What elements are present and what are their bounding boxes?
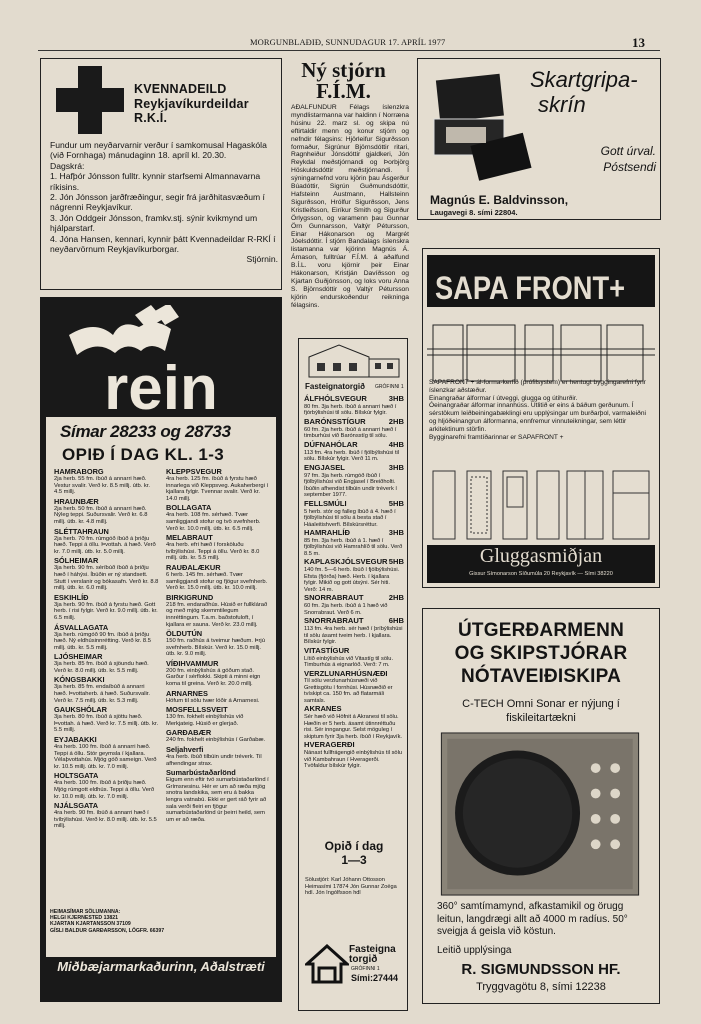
open-line: Opið í dag [324,839,384,853]
listing-name: MOSFELLSSVEIT [166,705,228,715]
building-icon [299,341,409,381]
fast-listing-head [304,647,404,656]
sonar-device-image [437,731,643,897]
fast-listing-rooms: 3HB [388,394,404,403]
listings-left [54,467,159,831]
skart-seller: Magnús E. Baldvinsson, [430,193,569,207]
title-line: ÚTGERÐARMENN [457,620,624,641]
listing-name: GAUKSHÓLAR [54,705,107,715]
fast-listings [304,395,404,1024]
fast-listing-head [304,441,404,450]
heading-line: KVENNADEILD [134,82,227,96]
fast-listing-rooms: 3HB [388,528,404,538]
fast-listing-desc: 113 fm. 4ra herb. íbúð í fjölbýlishúsi til sölu. Bílskúr fylgir. Verð 11 m. [304,449,400,463]
fast-footer-sub: GRÓFINNI 1 [351,966,380,972]
title-line: Skartgripa- [530,67,638,92]
jewelry-box-image [424,69,534,189]
sapa-text [429,379,655,441]
listing-desc: 2ja herb. 70 fm. rúmgóð íbúð á þriðju hæð. Teppi á öllu. Þvottah. á hæð. Verð kr. 7.0 millj. útb. kr. 5.0 millj. [54,535,156,555]
listing-name: GARÐABÆR [166,728,212,738]
broker-line: HEIMASÍMAR SÖLUMANNA: [50,909,121,915]
listing-name: SLÉTTAHRAUN [54,526,109,536]
fast-listing-head [304,529,404,538]
fast-listing-head [304,741,404,750]
listing-name: ARNARNES [166,688,208,698]
sonar-sub [423,697,659,725]
listing-desc: 4ra herb. 90 fm. íbúð á annarri hæð í tvíbýlishúsi. Verð kr. 8.0 millj. útb. kr. 5.5 millj. [54,810,157,830]
fast-listing-name: ÁLFHÓLSVEGUR [304,394,367,403]
sapa-paragraph: Óeinangraðar álformar innanhúss. Útlitið er eins á báðum gerðunum. Í sérstökum leiðbeiningabæklingi eru upplýsingar um burðarþol, varmaleiðni og hljóðeinangrun álformanna, ennfremur vinnuteikningar, sem léttir arkitektinum störfin. [429,402,646,433]
listing-desc: 3ja herb. 90 fm. séríbúð íbúð á þriðju hæð í háhýsi. Íbúðin er ný standsett. Stutt í verslanir og bókasafn. Verð kr. 8.8 millj. útb. kr. 6.0 millj. [54,565,159,592]
fast-listing-desc: Sér hæð við Höfnit á Akranesi til sölu. Hæðin er 5 herb. ásamt útinnréttuðu risi. Sér inngangur. Selst möguleg í skiptum fyrir 3ja herb. íbúð í Reykjavík. [304,714,402,740]
fim-body: AÐALFUNDUR Félags íslenzkra myndlistarmanna var haldinn í Norræna húsinu 22. marz sl. og skipa nú eftirtaldir menn og konur stjórn og nefndir félagsins: Hjörleifur Sigurðsson formaður, Sigrúnur Björnsdóttir ritari, Ragnheiður Jónsdóttir gjaldkeri, Jón Reykdal meðstjórnandi og Þorbjörg Höskuldsdóttir meðstjórnandi. Í sýningarnefnd voru kjörin þau Ásgerður Búadóttir, Sigrún Guðmundsdóttir, Hafsteinn Austmann, Hallsteinn Sigurðsson, Hrólfur Sigurðsson, Jens Kristleifsson, Eiríkur Smith og Sigurður Örlygsson, og varamenn þau Gunnar Örn Gunnarsson, Valtýr Pétursson, Einar Hákonarson og Margrét Jóelsdóttir. Í stjórn Bandalags íslenskra listamanna var kjörinn Magnús Á. Árnason, fulltrúar F.Í.M. á aðalfund B.Í.L. voru kjörnir þeir Einar Hákonarson, Kristján Davíðsson og Kjartan Guðjónsson, og loks voru Anna S. Björnsdóttir og Valtýr Pétursson kjörin endurskoðendur reikninga félagsins. [291,104,409,309]
broker-line: KJARTAN KJARTANSSON 37109 [50,921,131,928]
listing-name: Seljahverfi [166,745,204,755]
listing-desc: Eigum enn eftir tvö sumarbústaðarlönd í Grímsnesinu. Hér er um að ræða mjög snotra landskika, sem eru á bakka lengra vatnabú. Ekki er gert ráð fyrir að sala verði fleiri en fjögur sumarbústaðarlönd úr þeirri heild, sem um er að ræða. [166,777,269,823]
fast-listing-rooms: 3HB [388,462,404,472]
fast-listing-desc: 80 fm. 3ja herb. íbúð á annarri hæð í fjórbýlishúsi til sölu. Bílskúr fylgir. [304,403,397,417]
fast-listing-rooms: 4HB [388,439,404,449]
listing-desc: 240 fm. fokhelt einbýlishús í Garðabæ. [166,737,266,744]
sonar-address: Tryggvagötu 8, sími 12238 [476,981,606,993]
masthead: MORGUNBLAÐIÐ, SUNNUDAGUR 17. APRÍL 1977 [250,37,446,47]
fast-listing-name: ENGJASEL [304,462,345,472]
fast-listing-rooms: 2HB [388,416,404,426]
listing-desc: 218 fm. endaraðhús. Húsið er fullklárað og með mjög skemmtilegum innréttingum. T.a.m. baðstofuloft, í kjallara er sauna. Verð kr. 23.0 millj. [166,601,268,628]
listing-desc: 4ra herb. 100 fm. íbúð á annarri hæð. Teppi á öllu. Stór geymsla í kjallara. Vélaþvottahús. Mjög góð sameign. Verð kr. 10.5 millj. útb. kr. 7.0 millj. [54,744,157,770]
listing-desc: 3ja herb. 85 fm. endaíbúð á annarri hæð. Þvottaherb. á hæð. Suðursvalir. Verð kr. 7.5 millj. útb. kr. 5.3 millj. [54,684,151,704]
logo-mark-icon [69,322,171,355]
listing-name: Sumarbústaðarlönd [166,768,236,778]
listing-name: SÓLHEIMAR [54,556,99,566]
skart-title [530,67,638,117]
listing-name: KLEPPSVEGUR [166,467,222,476]
fasteignatorgid-ad [298,338,408,1011]
paragraph: 3. Jón Oddgeir Jónsson, framkv.stj. sýnir kvikmynd um hjálparstarf. [50,212,258,234]
footer-name-line: Fasteigna [349,944,396,955]
listing-desc: 4ra herb. 108 fm. sérhæð. Tvær samliggjandi stofur og tvö svefnherb. Verð kr. 10.0 millj. útb. kr. 6.5 millj. [166,512,261,532]
fast-listing-desc: 85 fm. 3ja herb. íbúð á 1. hæð í fjölbýlishúsi við Hamrahlíð til sölu. Verð 8.5 m. [304,537,403,557]
fast-listing-name: KAPLASKJÓLSVEGUR [304,557,388,567]
fast-listing-name: HAMRAHLÍÐ [304,528,350,538]
heading-line: R.K.Í. [134,111,168,125]
paragraph: 2. Jón Jónsson jarðfræðingur, segir frá jarðhitasvæðum í nágrenni Reykjavíkur. [50,192,265,213]
listing-name: RAUÐALÆKUR [166,562,221,572]
fast-listing-head [304,500,404,509]
listing-desc: 4ra herb. 100 fm. íbúð á þriðju hæð. Mjög rúmgott eldhús. Teppi á öllu. Verð kr. 10.0 millj. útb. kr. 7.0 millj. [54,780,155,800]
red-cross-body [50,140,278,265]
paragraph: Fundur um neyðarvarnir verður í samkomusal Hagaskóla (við Fornhaga) mánudaginn 18. apríl kl. 20.30. [50,140,267,161]
fast-listing-desc: Nánast fullfrágengið einbýlishús til sölu við Kambahraun í Hveragerði. Tvöfaldur bílskúr fylgir. [304,750,403,770]
fast-listing-head [304,418,404,427]
fim-headline [291,60,396,102]
fast-listing-head [304,617,404,626]
signature: Stjórnin. [246,254,278,265]
paragraph: Dagskrá: [50,160,85,171]
listing-desc: 130 fm. fokhelt einbýlishús við Merkjateig. Húsið er glerjað. [166,714,244,727]
listing-name: LJÓSHEIMAR [54,652,103,662]
listings-right [166,467,271,824]
listing-name: MELABRAUT [166,533,213,543]
rein-logo [55,305,267,413]
fast-listing-desc: 60 fm. 2ja herb. íbúð á 1 hæð við Snorrabraut. Verð 6 m. [304,603,388,616]
rein-footer: Miðbæjarmarkaðurinn, Aðalstræti [57,959,265,974]
body-line: leitun, langdrægi allt að 4000 m radíus. 50° [437,913,628,925]
paragraph: 1. Hafþór Jónsson fulltr. kynnir starfsemi Almannavarna ríkisins. [50,171,261,192]
title-line: NÓTAVEIÐISKIPA [460,666,622,687]
listing-name: ÁSVALLAGATA [54,622,109,632]
listing-desc: 3ja herb. 85 fm. íbúð á sjöundu hæð. Verð kr. 8.0 millj. útb. kr. 5.5 millj. [54,661,149,674]
sapa-address: Gissur Símonarson Síðumúla 20 Reykjavík — Sími 38220 [469,571,613,577]
fast-listing-name: SNORRABRAUT [304,616,364,626]
listing-desc: 4ra herb. 125 fm. íbúð á fyrstu hæð innarlega við Kleppsveg. Aukaherbergi í kjallara fylgir. Tvennar svalir. Verð kr. 14.0 millj. [166,476,269,502]
sonar-info: Leitið upplýsinga [437,945,512,956]
sub-line: C-TECH Omni Sonar er nýjung í [462,698,620,710]
slogan-line: Póstsendi [603,160,656,174]
fast-listing-rooms: 6HB [388,616,404,626]
listing-desc: 200 fm. einbýlishús á góðum stað. Garður í sérflokki. Skipti á minni eign koma til greina. Verð kr. 20.0 millj. [166,667,261,688]
house-logo-icon [305,944,349,984]
listing-desc: 4ra herb. efri hæð í forsköluðu tvíbýlishúsi. Teppi á öllu. Verð kr. 8.0 millj. útb. kr. 5.5 millj. [166,542,260,562]
listing-name: HAMRABORG [54,467,104,476]
sapa-paragraph: SAPAFRONT + ál-forma-kerfið (prófilsystem) er hentugt byggingarefni fyrir íslenzkar aðstæður. [429,379,646,394]
fast-listing-desc: 97 fm. 3ja herb. rúmgóð íbúð í fjölbýlishúsi við Engjasel í Breiðholti. Íbúðin afhendist tilbúin undir tréverk í september 1977. [304,472,397,499]
fast-listing-name: AKRANES [304,704,342,714]
fast-listing-desc: 140 fm. 5—6 herb. íbúð í fjölbýlishúsi. Efsta (fjórða) hæð. Herb. í kjallara fylgir. Mikið og gott útsýni. Sér hiti. Verð: 14 m. [304,567,400,593]
fast-listing-name: VERZLUNARHÚSNÆÐI [304,668,388,678]
listing-desc: 2ja herb. 50 fm. íbúð á annarri hæð. Nýleg teppi. Suðursvalir. Verð kr. 6.8 millj. útb. kr. 4.8 millj. [54,505,148,525]
fast-staff: Sölustjóri: Karl Jóhann Ottosson Heimasími 17874 Jón Gunnar Zoëga hdl. Jón Ingólfsson hdl [305,877,397,897]
skart-slogan [564,143,656,175]
sonar-body [437,901,653,939]
fast-listing-desc: 60 fm. 2ja herb. íbúð á annarri hæð í timburhúsi við Barónsstíg til sölu. [304,426,397,440]
listing-desc: 3ja herb. 80 fm. íbúð á sjöttu hæð. Þvottah. á hæð. Verð kr. 7.5 millj. útb. kr. 5.5 millj. [54,714,159,734]
fast-listing-rooms: 2HB [388,593,404,603]
headline-line: F.Í.M. [316,79,371,103]
skartgripaskrin-ad [417,58,661,220]
paragraph: 4. Jóna Hansen, kennari, kynnir þátt Kvennadeildar R-RKÍ í neyðarvörnum Reykjavíkurborgar. [50,233,276,255]
fast-listing-desc: 113 fm. 4ra herb. sér hæð í þríbýlishúsi til sölu ásamt tveim herb. í kjallara. Bílskúr fylgir. [304,626,403,646]
fast-listing-desc: Til sölu verzlunarhúsnæði við Grettisgötu í fornhúsi. Húsnæðið er tvískipt ca. 150 fm. að flatarmáli samtals. [304,678,393,704]
listing-desc: 4ra herb. íbúð tilbúin undir tréverk. Til afhendingar strax. [166,754,262,767]
sapafront-ad [422,248,660,588]
body-line: 360° samtímamynd, afkastamikil og örugg [437,901,624,912]
red-cross-heading [94,82,249,126]
listing-name: HRAUNBÆR [54,496,99,506]
fast-listing-head [304,594,404,603]
sapa-logo [427,253,655,309]
fast-listing-head [304,464,404,473]
skart-address: Laugavegi 8. sími 22804. [430,208,518,217]
rein-ad [40,297,282,1002]
listing-name: BOLLAGATA [166,503,212,513]
headline-line: Ný stjórn [301,58,386,82]
fast-footer-name [349,945,396,965]
listing-name: EYJABAKKI [54,735,97,745]
listing-desc: 150 fm. raðhús á tveimur hæðum. Þrjú svefnherb. Bílskúr. Verð kr. 15.0 millj. útb. kr. 9.0 millj. [166,638,265,658]
broker-line: HELGI KJERNESTED 13821 [50,915,119,922]
body-line: sveigja á geisla við köstun. [437,926,556,937]
fast-open [299,839,409,867]
broker-line: GÍSLI BALDUR GARÐARSSON, LÖGFR. 66397 [50,927,165,934]
sonar-title [423,619,659,688]
fast-listing-name: FELLSMÚLI [304,498,347,508]
listing-name: VÍÐIHVAMMUR [166,658,219,668]
door-window-icons [427,463,655,543]
slogan-line: Gott úrval. [600,144,656,158]
fast-listing-name: SNORRABRAUT [304,593,364,603]
fast-listing-head [304,395,404,404]
listing-name: ESKIHLÍÐ [54,592,89,602]
listing-desc: 3ja herb. 90 fm. íbúð á fyrstu hæð. Gott herb. í risi fylgir. Verð kr. 9.0 millj. útb. kr. 6.5 millj. [54,601,158,621]
fast-listing-desc: Lítið einbýlishús við Vitastíg til sölu. Timburhús á eignarlóð. Verð: 7 m. [304,655,394,669]
fast-listing-rooms: 5HB [388,498,404,508]
fast-listing-head [304,558,404,567]
broker-phones [50,909,164,934]
listing-desc: 3ja herb. rúmgóð 90 fm. íbúð á þriðju hæð. Ný eldhúsinnrétting. Verð kr. 8.5 millj. útb. kr. 5.5 millj. [54,631,151,651]
fast-listing-desc: 5 herb. stór og falleg íbúð á 4. hæð í fjölbýlishúsi til sölu á besta stað í Háaleitishverfi. Bílskúrsréttur. [304,508,396,528]
sub-line: fiskileitartækni [506,712,576,724]
fast-listing-name: HVERAGERÐI [304,740,355,750]
sapa-company: Gluggasmiðjan [479,545,603,567]
fast-listing-name: VITASTÍGUR [304,645,350,655]
listing-desc: 6 herb. 145 fm. sérhæð. Tvær samliggjandi stofur og fjögur svefnherb. Verð kr. 15.0 millj. útb. kr. 10.0 millj. [166,571,268,592]
listing-desc: Höfum til sölu tvær lóðir á Arnarnesi. [166,697,260,704]
fast-name: Fasteignatorgið [305,382,366,391]
fast-listing-name: DÚFNAHÓLAR [304,439,358,449]
page-header [0,36,701,50]
listing-name: BIRKIGRUND [166,592,214,602]
listing-desc: 2ja herb. 55 fm. íbúð á annarri hæð. Vestur svalir. Verð kr. 8.5 millj. útb. kr. 4.5 millj. [54,476,151,496]
sonar-ad [422,608,660,1004]
phones: Símar 28233 og 28733 [60,422,231,441]
fast-sub: GRÓFINNI 1 [375,384,404,390]
listing-name: NJÁLSGATA [54,801,99,811]
listing-name: HOLTSGATA [54,771,99,781]
page-number: 13 [632,35,645,50]
sapa-paragraph: Bygginarefni framtíðarinnar er SAPAFRONT + [429,433,564,441]
heading-line: Reykjavíkurdeildar [134,96,249,111]
listing-name: ÖLDUTÚN [166,629,203,639]
fast-phone: Sími:27444 [351,973,399,983]
footer-name-line: torgið [349,954,378,965]
listing-name: KÓNGSBAKKI [54,675,105,685]
fast-listing-name: BARÓNSSTÍGUR [304,416,366,426]
header-rule [38,50,660,51]
opening-hours: OPIÐ Í DAG KL. 1-3 [62,445,225,464]
sonar-company: R. SIGMUNDSSON HF. [461,961,621,978]
open-line: 1—3 [341,853,367,867]
title-line: OG SKIPSTJÓRAR [454,643,628,664]
sapa-paragraph: Einangraðar álformar í útveggi, glugga og útihurðir. [429,394,578,402]
fast-listing-rooms: 5HB [388,557,404,567]
title-line: skrín [538,92,586,117]
sapa-logo-text: SAPA FRONT+ [435,270,625,306]
logo-text: rein [104,354,218,413]
